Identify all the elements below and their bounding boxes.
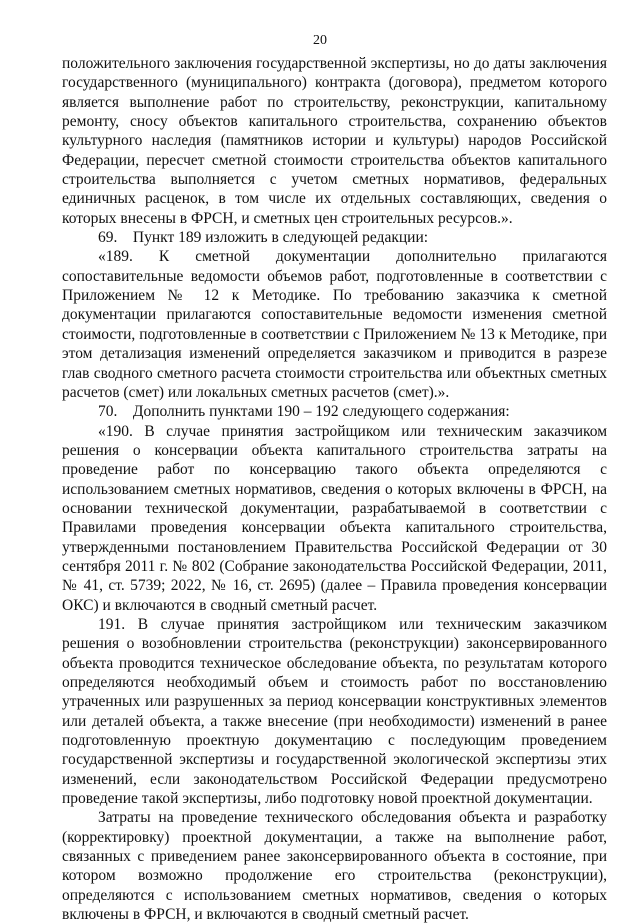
paragraph-costs: Затраты на проведение технического обследования объекта и разработку (корректировку) проектной документации, а также на выполнение работ, связанных с приведением ранее законсервированного объекта в состояние, при котором возможно продолжение его строительства (реконструкции), определяются с использованием сметных нормативов, сведения о которых включены в ФРСН, и включаются в сводный сметный расчет. [62,809,607,924]
document-body [62,54,607,924]
paragraph-clause-191: 191. В случае принятия застройщиком или техническим заказчиком решения о возобновлении строительства (реконструкции) законсервированного объекта проводится техническое обследование объекта, по результатам которого определяются необходимый объем и стоимость работ по восстановлению утраченных или разрушенных за период консервации конструктивных элементов или деталей объекта, а также внесение (при необходимости) изменений в ранее подготовленную проектную документацию с последующим проведением государственной экспертизы и государственной экологической экспертизы этих изменений, если законодательством Российской Федерации предусмотрено проведение такой экспертизы, либо подготовку новой проектной документации. [62,615,607,808]
paragraph-item-69: 69. Пункт 189 изложить в следующей редакции: [98,229,429,247]
paragraph-clause-190: «190. В случае принятия застройщиком или техническим заказчиком решения о консервации объекта капитального строительства затраты на проведение работ по консервацию такого объекта определяются с использованием сметных нормативов, сведения о которых включены в ФРСН, на основании технической документации, разрабатываемой в соответствии с Правилами проведения консервации объекта капитального строительства, утвержденными постановлением Правительства Российской Федерации от 30 сентября 2011 г. № 802 (Собрание законодательства Российской Федерации, 2011, № 41, ст. 5739; 2022, № 16, ст. 2695) (далее – Правила проведения консервации ОКС) и включаются в сводный сметный расчет. [62,422,607,614]
paragraph-clause-189: «189. К сметной документации дополнительно прилагаются сопоставительные ведомости объемов работ, подготовленные в соответствии с Приложением № 12 к Методике. По требованию заказчика к сметной документации прилагаются сопоставительные ведомости изменения сметной стоимости, подготовленные в соответствии с Приложением № 13 к Методике, при этом детализация изменений определяется заказчиком и приводится в разрезе глав сводного сметного расчета стоимости строительства или объектных сметных расчетов (смет) или локальных сметных расчетов (смет).». [62,248,607,401]
page-number: 20 [313,33,327,48]
paragraph-item-70: 70. Дополнить пунктами 190 – 192 следующего содержания: [98,403,510,421]
paragraph-continuation: положительного заключения государственной экспертизы, но до даты заключения государственного (муниципального) контракта (договора), предметом которого является выполнение работ по строительству, реконструкции, капитальному ремонту, сносу объектов капитального строительства, сохранению объектов культурного наследия (памятников истории и культуры) народов Российской Федерации, пересчет сметной стоимости строительства объектов капитального строительства выполняется с учетом сметных нормативов, федеральных единичных расценок, в том числе их отдельных составляющих, сведения о которых внесены в ФРСН, и сметных цен строительных ресурсов.». [62,55,607,227]
